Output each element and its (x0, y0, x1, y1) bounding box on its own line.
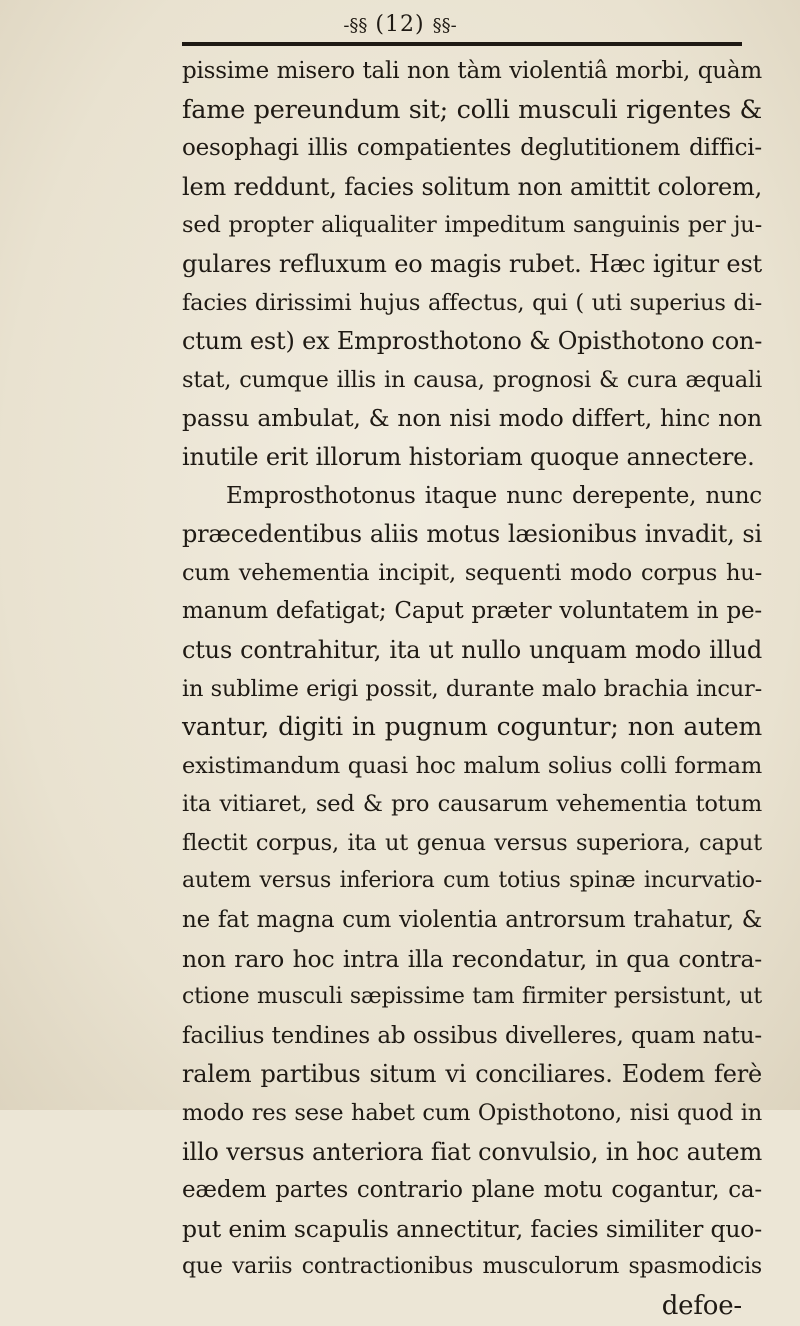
text-line: que variis contractionibus musculorum spasmodicis (182, 1254, 762, 1280)
text-line: manum defatigat; Caput præter voluntatem in pe- (182, 598, 762, 625)
text-line: non raro hoc intra illa recondatur, in qua contra- (182, 944, 762, 973)
catchword: defoe- (661, 1291, 742, 1321)
text-line: ne fat magna cum violentia antrorsum trahatur, & (182, 907, 762, 934)
text-line: put enim scapulis annectitur, facies similiter quo- (182, 1214, 762, 1243)
text-line: stat, cumque illis in causa, prognosi & cura æquali (182, 366, 762, 393)
text-line: modo res sese habet cum Opisthotono, nisi quod in (182, 1100, 762, 1127)
text-line: ita vitiaret, sed & pro causarum vehementia totum (182, 791, 762, 818)
text-line: ctus contrahitur, ita ut nullo unquam modo illud (182, 635, 762, 664)
body-text (182, 52, 762, 1326)
text-line: facies dirissimi hujus affectus, qui ( uti superius di- (182, 289, 762, 316)
text-line: fame pereundum sit; colli musculi rigentes & (182, 94, 762, 125)
text-line: autem versus inferiora cum totius spinæ incurvatio- (182, 868, 762, 894)
page-header (0, 10, 800, 41)
header-rule (182, 42, 742, 46)
paragraph-start-line: Emprosthotonus itaque nunc derepente, nunc (226, 482, 762, 509)
text-line: existimandum quasi hoc malum solius colli formam (182, 752, 762, 779)
page-number: (12) (375, 12, 425, 37)
ornament-left: -§§ (343, 15, 368, 36)
text-line: eædem partes contrario plane motu cogantur, ca- (182, 1177, 762, 1204)
text-line: ctione musculi sæpissime tam firmiter persistunt, ut (182, 984, 762, 1010)
text-line: pissime misero tali non tàm violentiâ morbi, quàm (182, 58, 762, 84)
ornament-right: §§- (432, 15, 457, 36)
text-line: oesophagi illis compatientes deglutitionem diffici- (182, 135, 762, 162)
text-line: sed propter aliqualiter impeditum sanguinis per ju- (182, 212, 762, 239)
text-line: facilius tendines ab ossibus divelleres, quam natu- (182, 1022, 762, 1049)
text-line: flectit corpus, ita ut genua versus superiora, caput (182, 829, 762, 856)
text-line: inutile erit illorum historiam quoque annectere. (182, 442, 755, 471)
text-line: in sublime erigi possit, durante malo brachia incur- (182, 675, 762, 702)
text-line: illo versus anteriora fiat convulsio, in hoc autem (182, 1137, 762, 1166)
text-line: ctum est) ex Emprosthotono & Opisthotono con- (182, 327, 763, 356)
text-line: gulares refluxum eo magis rubet. Hæc igitur est (182, 249, 762, 278)
text-line: ralem partibus situm vi conciliares. Eodem ferè (182, 1060, 762, 1089)
text-line: lem reddunt, facies solitum non amittit colorem, (182, 172, 762, 201)
text-line: vantur, digiti in pugnum coguntur; non autem (182, 712, 762, 742)
text-line: passu ambulat, & non nisi modo differt, hinc non (182, 404, 762, 433)
text-line: cum vehementia incipit, sequenti modo corpus hu- (182, 559, 762, 586)
text-line: præcedentibus aliis motus læsionibus invadit, si (182, 520, 762, 549)
